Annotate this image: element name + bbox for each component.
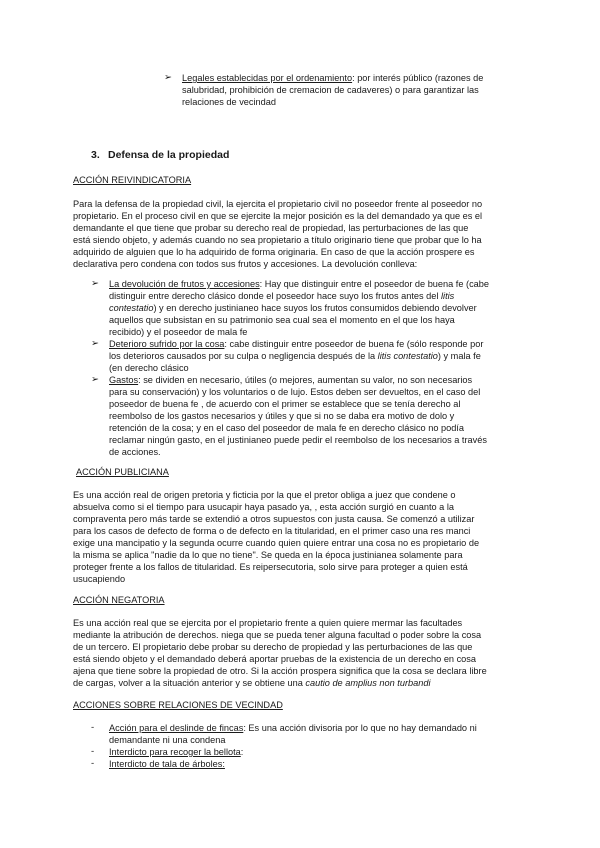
arrow-bullet-icon: ➢ — [164, 72, 172, 83]
bullet-deterioro-term: Deterioro sufrido por la cosa — [109, 339, 225, 349]
arrow-bullet-icon: ➢ — [91, 374, 99, 385]
negatoria-paragraph: Es una acción real que se ejercita por el propietario frente a quien quiere mermar las facultades mediante la atribución de derechos. niega que se pueda tener alguna facultad o poder sobre la cosa de un tercero. El propietario debe probar su derecho de propiedad y las perturbaciones de las que está siendo objeto y el demandado deberá aportar pruebas de la existencia de un derecho en cosa ajena que tiene sobre la propiedad de otro. Si la acción prospera significa que la cosa se declara libre de cargas, volver a la situación anterior y se obtiene una cautio de amplius non turbandi — [73, 618, 487, 688]
reivindicatoria-paragraph: Para la defensa de la propiedad civil, la ejercita el propietario civil no poseedor frente al poseedor no propietario. En el proceso civil en que se ejercite la mejor posición es la del demandado ya que es el demandante el que tiene que probar su derecho real de propiedad, las perturbaciones de las que está siendo objeto, y además cuando no sea propietario a título originario tiene que probar que lo ha adquirido de alguien que lo ha adquirido de forma originaria. En caso de que la acción prospere es declarativa pero condena con todos sus frutos y accesiones. La devolución conlleva: — [73, 199, 483, 269]
top-bullet-term: Legales establecidas por el ordenamiento — [182, 73, 353, 83]
section-number: 3. — [91, 149, 100, 161]
vecindad-item-tala: Interdicto de tala de árboles: — [109, 759, 225, 769]
vecindad-item-bellota: Interdicto para recoger la bellota: — [109, 747, 244, 757]
publiciana-paragraph: Es una acción real de origen pretoria y ficticia por la que el pretor obliga a juez que condene o absuelva como si el tiempo para usucapir haya pasado ya, , esta acción surgió en cuanto a la compraventa pero más tarde se extendió a otros supuestos con justa causa. Se comenzó a utilizar para los casos de defecto de forma o de defecto en la titularidad, en el primer caso una res manci exige una mancipatio y la segunda ocurre cuando quien quiere entrar una cosa no es propietario de la misma se aplica "nadie da lo que no tiene". Se queda en la época justinianea solamente para proteger frente a los fallos de titularidad. Es reipersecutoria, solo sirve para proteger a quien está usucapiendo — [73, 490, 480, 584]
dash-bullet: - — [91, 758, 95, 769]
publiciana-heading: ACCIÓN PUBLICIANA — [76, 467, 169, 477]
arrow-bullet-icon: ➢ — [91, 278, 99, 289]
bullet-frutos: La devolución de frutos y accesiones: Hay que distinguir entre el poseedor de buena fe (cabe distinguir entre derecho clásico donde el poseedor hace suyo los frutos antes del litis contestatio) y en derecho justinianeo hace suyos los frutos consumidos debiendo devolver aquellos que subsistan en su patrimonio sea cual sea el momento en el que los haya recibido) y el poseedor de mala fe — [109, 279, 490, 337]
bullet-gastos-term: Gastos — [109, 375, 139, 385]
vecindad-item-deslinde: Acción para el deslinde de fincas: Es una acción divisoria por lo que no hay demandado ni demandante ni una condena — [109, 723, 477, 745]
reivindicatoria-heading: ACCIÓN REIVINDICATORIA — [73, 175, 192, 185]
top-bullet-text: Legales establecidas por el ordenamiento: por interés público (razones de salubridad, prohibición de cremacion de cadaveres) o para garantizar las relaciones de vecindad — [182, 73, 484, 107]
bullet-gastos: Gastos: se dividen en necesario, útiles (o mejores, aumentan su valor, no son necesarios para su conservación) y los voluntarios o de lujo. Estos deben ser devueltos, en el caso del poseedor de buena fe , de acuerdo con el primer se establece que se tenía derecho al reembolso de los gastos necesarios y útiles y que si no se daba era motivo de dolo y retención de la cosa; y en el caso del poseedor de mala fe en derecho clásico no podía reclamar ningún gasto, en el justinianeo puede pedir el reembolso de los necesarios a través de acciones. — [109, 375, 487, 457]
bullet-deterioro: Deterioro sufrido por la cosa: cabe distinguir entre poseedor de buena fe (sólo responde por los deterioros causados por su culpa o negligencia después de la litis contestatio) y mala fe (en derecho clásico — [109, 339, 484, 373]
dash-bullet: - — [91, 746, 95, 757]
arrow-bullet-icon: ➢ — [91, 338, 99, 349]
section-title: Defensa de la propiedad — [108, 149, 230, 161]
dash-bullet: - — [91, 722, 95, 733]
negatoria-heading: ACCIÓN NEGATORIA — [73, 595, 165, 605]
vecindad-heading: ACCIONES SOBRE RELACIONES DE VECINDAD — [73, 700, 283, 710]
bullet-frutos-term: La devolución de frutos y accesiones — [109, 279, 260, 289]
